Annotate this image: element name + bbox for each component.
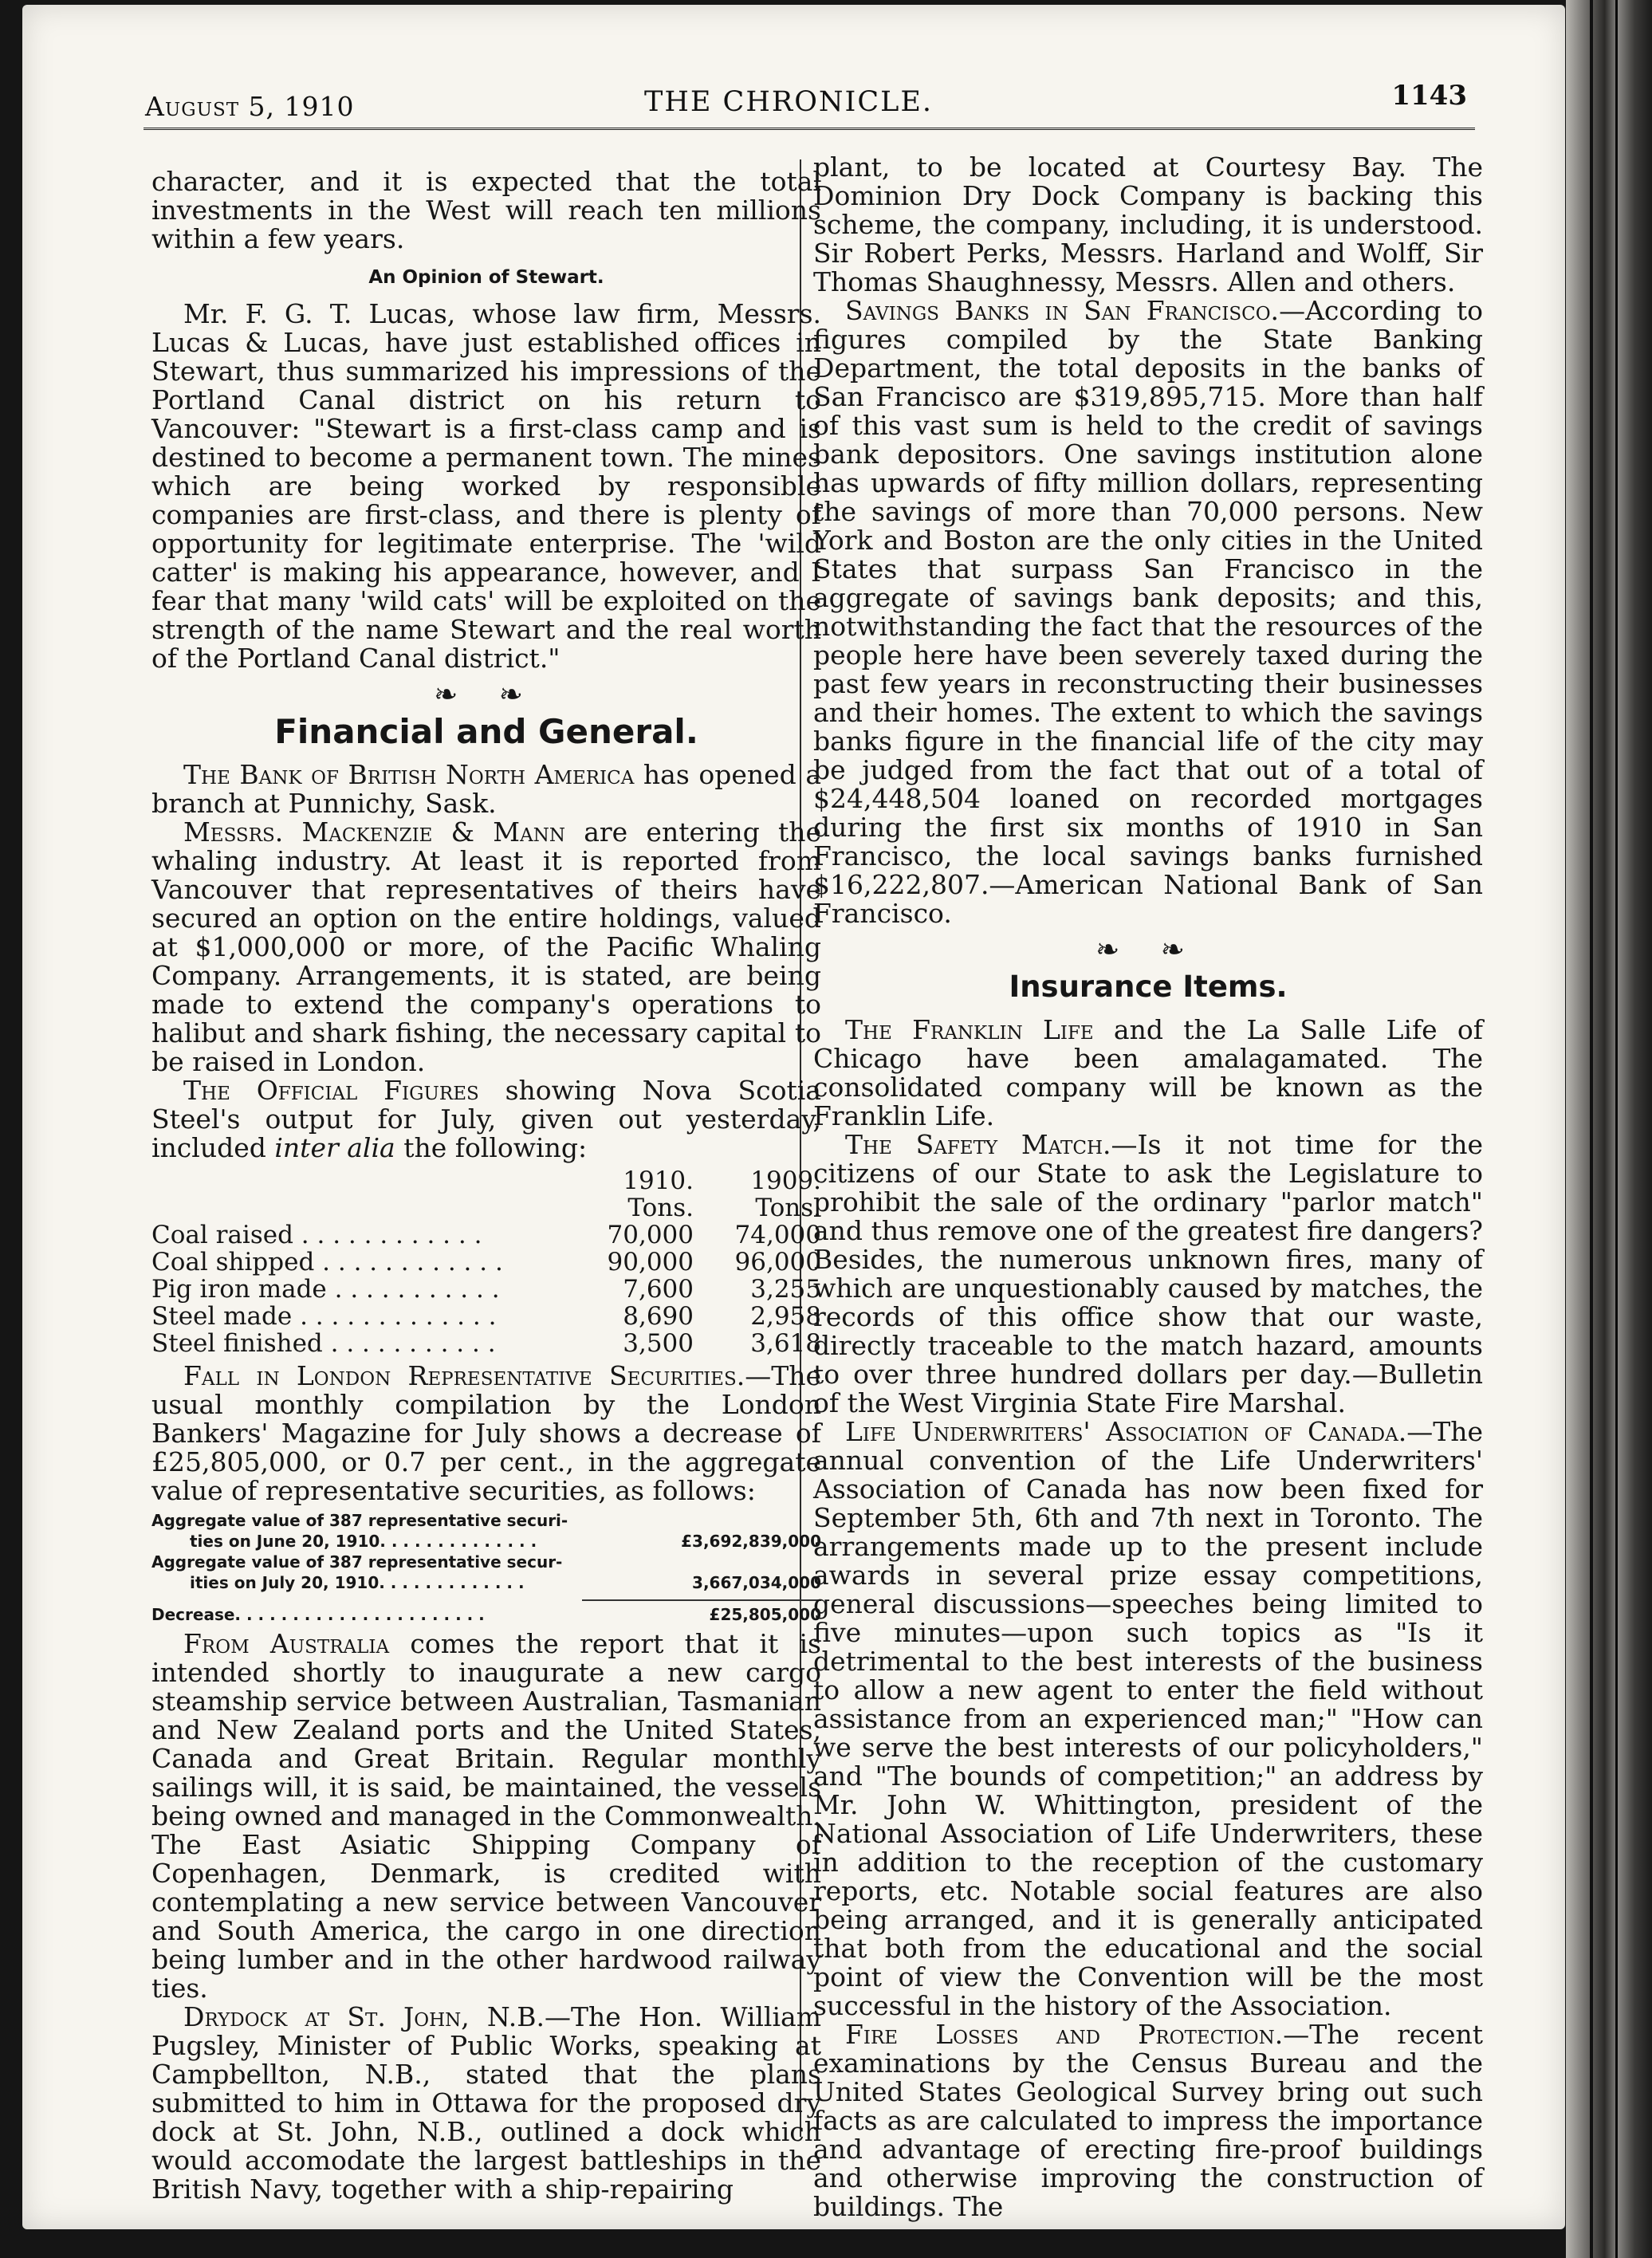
aggregate-line-2a: Aggregate value of 387 representative secur-	[151, 1552, 563, 1572]
franklin-paragraph: The Franklin Life and the La Salle Life of Chicago have been amalagamated. The consolidated company will be known as the Franklin Life.	[813, 1014, 1484, 1131]
fall-lead: Fall in London Representative Securities.	[183, 1360, 745, 1391]
savings-banks-paragraph: Savings Banks in San Francisco.—According to figures compiled by the State Banking Department, the total deposits in the banks of San Francisco are $319,895,715. More than half of this vast sum is held to the credit of savings bank depositors. One savings institution alone has upwards of fifty million dollars, representing the savings of more than 70,000 persons. New York and Boston are the only cities in the United States that surpass San Francisco in the aggregate of savings bank deposits; and this, notwithstanding the fact that the resources of the people here have been severely taxed during the past few years in reconstructing their businesses and their homes. The extent to which the savings banks figure in the financial life of the city may be judged from the fact that out of a total of $24,448,504 loaned on recorded mortgages during the first six months of 1910 in San Francisco, the local savings banks furnished $16,222,807.—American National Bank of San Francisco.	[813, 295, 1483, 929]
header-date: August 5, 1910	[145, 91, 355, 122]
table-row: Steel made . . . . . . . . . . . . . 8,690 2,958	[151, 1302, 821, 1331]
steel-output-table	[151, 1167, 821, 1357]
fire-lead: Fire Losses and Protection.	[845, 2019, 1284, 2050]
sum-rule	[582, 1599, 821, 1601]
mackenzie-lead: Messrs. Mackenzie & Mann	[183, 816, 565, 848]
drydock-continued-paragraph: plant, to be located at Courtesy Bay. The Dominion Dry Dock Company is backing this scheme, the company, including, it is understood. Sir Robert Perks, Messrs. Harland and Wolff, Sir Thomas Shaughnessy, Messrs. Allen and others.	[813, 151, 1483, 297]
aggregate-value-june: £3,692,839,000	[681, 1532, 821, 1551]
page-header	[128, 80, 1475, 136]
aggregate-line-1b: ties on June 20, 1910. . . . . . . . . . . . . . £3,692,839,000	[190, 1532, 821, 1551]
table-unit-row	[151, 1194, 821, 1221]
ornament: ❧ ❧	[1095, 934, 1201, 966]
table-row: Pig iron made . . . . . . . . . . . 7,600 3,255	[151, 1275, 821, 1304]
safety-lead: The Safety Match.	[845, 1129, 1111, 1160]
aggregate-value-list	[151, 1510, 821, 1625]
aggregate-line-2b: ities on July 20, 1910. . . . . . . . . . . . . 3,667,034,000	[190, 1573, 821, 1592]
luac-lead: Life Underwriters' Association of Canada.	[845, 1416, 1407, 1447]
unit-1909: Tons.	[755, 1194, 821, 1222]
unit-1910: Tons.	[627, 1194, 694, 1222]
fire-losses-paragraph: Fire Losses and Protection.—The recent examinations by the Census Bureau and the United States Geological Survey bring out such facts as are calculated to impress the importance and advantage of erecting fire-proof buildings and otherwise improving the construction of buildings. The	[813, 2019, 1483, 2222]
lucas-paragraph: Mr. F. G. T. Lucas, whose law firm, Messrs. Lucas & Lucas, have just established offices in Stewart, thus summarized his impressions of the Portland Canal district on his return to Vancouver: "Stewart is a first-class camp and is destined to become a permanent town. The mines which are being worked by responsible companies are first-class, and there is plenty of opportunity for legitimate enterprise. The 'wild catter' is making his appearance, however, and I fear that many 'wild cats' will be exploited on the strength of the name Stewart and the real worth of the Portland Canal district."	[151, 298, 821, 674]
decrease-value: £25,805,000	[709, 1605, 821, 1624]
right-column	[813, 153, 1483, 2221]
mackenzie-paragraph: Messrs. Mackenzie & Mann are entering the whaling industry. At least it is reported from Vancouver that representatives of theirs have secured an option on the entire holdings, valued at $1,000,000 or more, of the Pacific Whaling Company. Arrangements, it is stated, are being made to extend the company's operations to halibut and shark fishing, the necessary capital to be raised in London.	[151, 816, 821, 1077]
aggregate-line-1a: Aggregate value of 387 representative securi-	[151, 1511, 568, 1530]
bank-lead: The Bank of British North America	[183, 759, 635, 790]
official-figures-paragraph: The Official Figures showing Nova Scotia Steel's output for July, given out yesterday, included inter alia the following:	[151, 1075, 821, 1163]
aggregate-value-july: 3,667,034,000	[692, 1573, 821, 1592]
ornament: ❧ ❧	[434, 679, 539, 711]
header-rule	[144, 128, 1475, 130]
table-row: Steel finished . . . . . . . . . . . 3,500 3,618	[151, 1329, 821, 1358]
section-heading-financial: Financial and General.	[274, 712, 698, 751]
decrease-line: Decrease. . . . . . . . . . . . . . . . . . . . . . £25,805,000	[151, 1605, 821, 1624]
franklin-lead: The Franklin Life	[845, 1014, 1094, 1045]
london-securities-paragraph: Fall in London Representative Securities.—The usual monthly compilation by the London Bankers' Magazine for July shows a decrease of £25,805,000, or 0.7 per cent., in the aggregate value of representative securities, as follows:	[151, 1360, 821, 1506]
left-column	[151, 167, 821, 2204]
table-row: Coal raised . . . . . . . . . . . . 70,000 74,000	[151, 1221, 821, 1249]
col-1909: 1909.	[750, 1166, 821, 1195]
bank-paragraph: The Bank of British North America has opened a branch at Punnichy, Sask.	[151, 759, 821, 819]
section-heading-insurance: Insurance Items.	[1009, 970, 1288, 1004]
table-header-row	[151, 1167, 821, 1194]
australia-lead: From Australia	[183, 1628, 390, 1659]
drydock-paragraph: Drydock at St. John, N.B.—The Hon. William Pugsley, Minister of Public Works, speaking at Campbellton, N.B., stated that the plans submitted to him in Ottawa for the proposed dry dock at St. John, N.B., outlined a dock which would accomodate the largest battleships in the British Navy, together with a ship-repairing	[151, 2001, 822, 2205]
table-row: Coal shipped . . . . . . . . . . . . 90,000 96,000	[151, 1248, 821, 1277]
book-binding	[1566, 0, 1652, 2258]
drydock-lead: Drydock at St. John, N.B.	[183, 2001, 545, 2032]
official-lead: The Official Figures	[183, 1075, 479, 1106]
subheading-stewart: An Opinion of Stewart.	[368, 267, 604, 288]
australia-paragraph: From Australia comes the report that it is intended shortly to inaugurate a new cargo steamship service between Australian, Tasmanian and New Zealand ports and the United States, Canada and Great Britain. Regular monthly sailings will, it is said, be maintained, the vessels being owned and managed in the Commonwealth. The East Asiatic Shipping Company of Copenhagen, Denmark, is credited with contemplating a new service between Vancouver and South America, the cargo in one direction being lumber and in the other hardwood railway ties.	[151, 1628, 821, 2004]
col-1910: 1910.	[623, 1166, 694, 1195]
header-page-number: 1143	[1391, 80, 1467, 112]
life-underwriters-paragraph: Life Underwriters' Association of Canada.—The annual convention of the Life Underwriters' Association of Canada has now been fixed for September 5th, 6th and 7th next in Toronto. The arrangements made up to the present include awards in several prize essay competitions, general discussions—speeches being limited to five minutes—upon such topics as "Is it detrimental to the best interests of the business to allow a new agent to enter the field without assistance from an experienced man;" "How can we serve the best interests of our policyholders," and "The bounds of competition;" an address by Mr. John W. Whittington, president of the National Association of Life Underwriters, these in addition to the reception of the customary reports, etc. Notable social features are also being arranged, and it is generally anticipated that both from the educational and the social point of view the Convention will be the most successful in the history of the Association.	[813, 1416, 1483, 2021]
continued-paragraph: character, and it is expected that the total investments in the West will reach ten millions within a few years.	[151, 166, 821, 254]
header-title: THE CHRONICLE.	[644, 86, 934, 118]
savings-lead: Savings Banks in San Francisco.	[845, 295, 1280, 326]
safety-match-paragraph: The Safety Match.—Is it not time for the citizens of our State to ask the Legislature to prohibit the sale of the ordinary "parlor match" and thus remove one of the greatest fire dangers? Besides, the numerous unknown fires, many of which are unquestionably caused by matches, the records of this office show that our waste, directly traceable to the match hazard, amounts to over three hundred dollars per day.—Bulletin of the West Virginia State Fire Marshal.	[813, 1129, 1483, 1418]
